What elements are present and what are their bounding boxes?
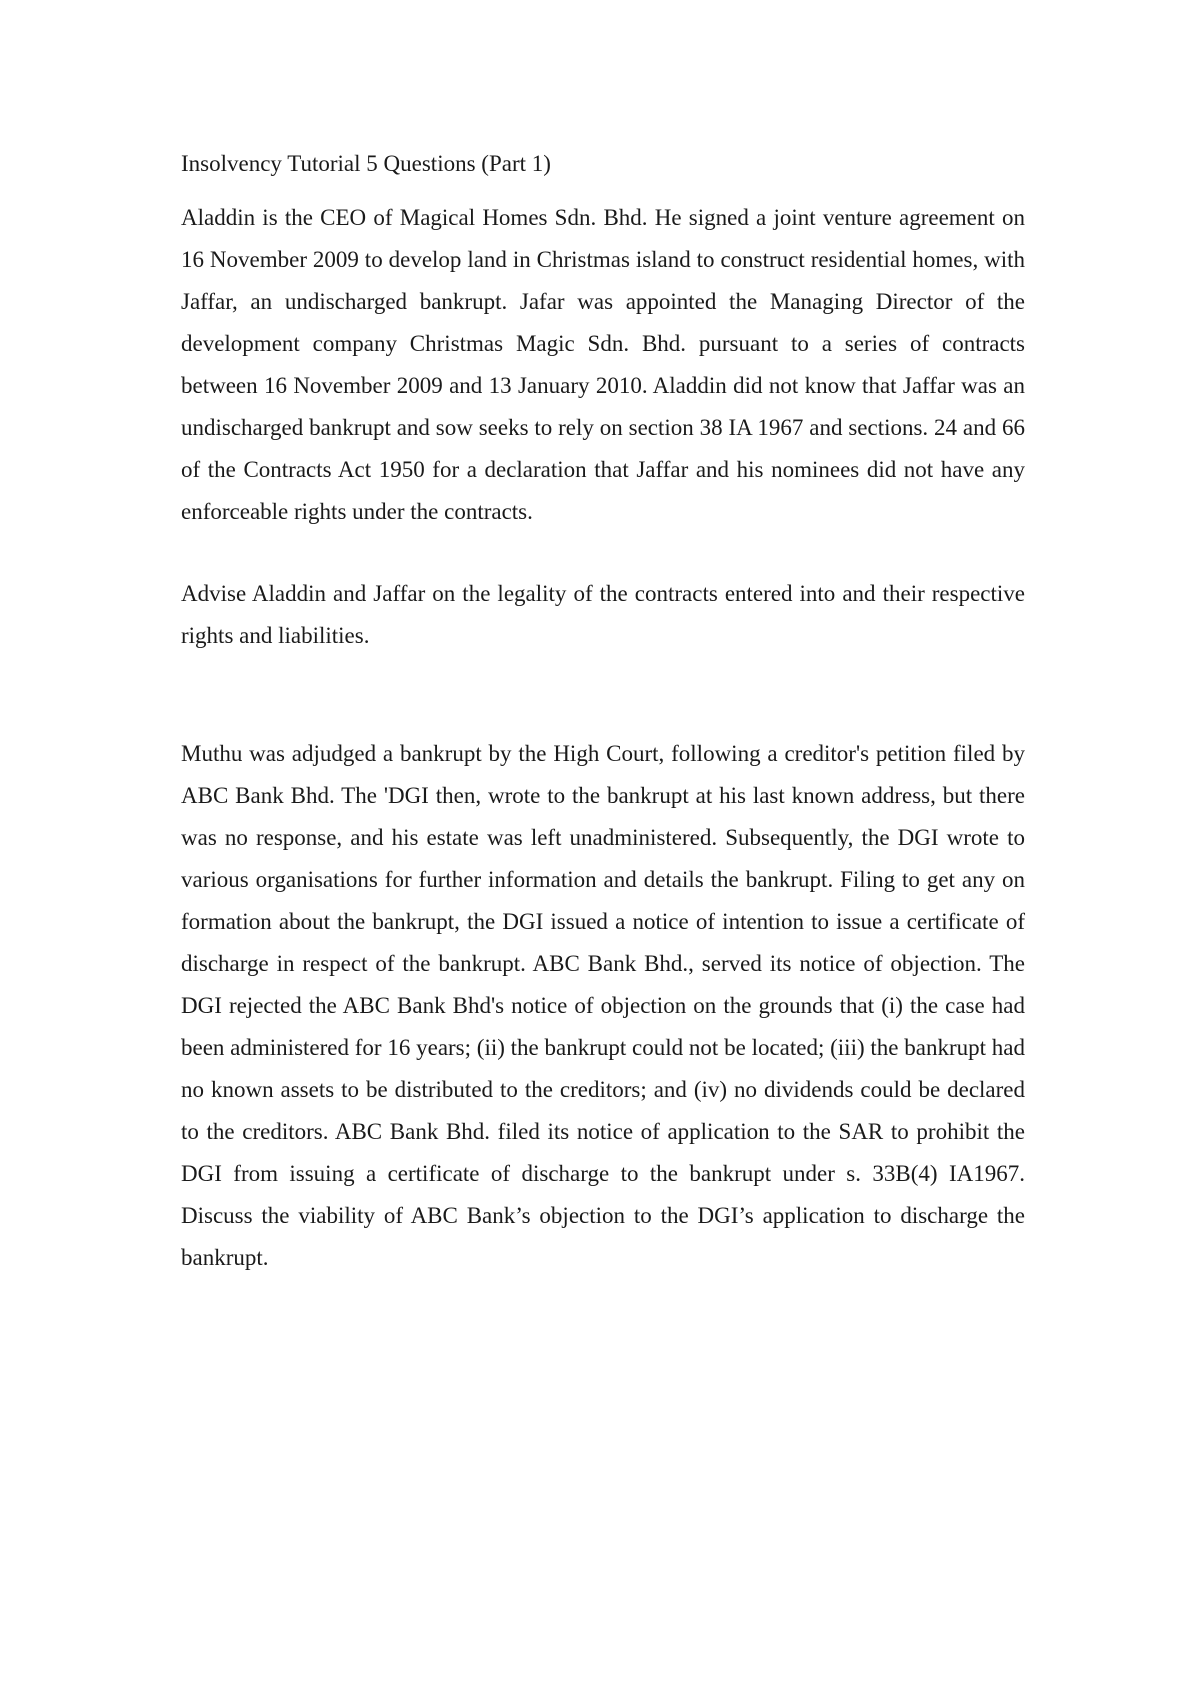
question-paragraph-3: Muthu was adjudged a bankrupt by the High Court, following a creditor's petition filed by ABC Bank Bhd. The 'DGI then, wrote to the bankrupt at his last known address, but there was no response, and his estate was left unadministered. Subsequently, the DGI wrote to various organisations for further information and details the bankrupt. Filing to get any on formation about the bankrupt, the DGI issued a notice of intention to issue a certificate of discharge in respect of the bankrupt. ABC Bank Bhd., served its notice of objection. The DGI rejected the ABC Bank Bhd's notice of objection on the grounds that (i) the case had been administered for 16 years; (ii) the bankrupt could not be located; (iii) the bankrupt had no known assets to be distributed to the creditors; and (iv) no dividends could be declared to the creditors. ABC Bank Bhd. filed its notice of application to the SAR to prohibit the DGI from issuing a certificate of discharge to the bankrupt under s. 33B(4) IA1967. Discuss the viability of ABC Bank’s objection to the DGI’s application to discharge the bankrupt. xyxy=(181,741,1025,1270)
paragraph-spacer xyxy=(181,657,1025,733)
question-paragraph-1: Aladdin is the CEO of Magical Homes Sdn. Bhd. He signed a joint venture agreement on 16 November 2009 to develop land in Christmas island to construct residential homes, with Jaffar, an undischarged bankrupt. Jafar was appointed the Managing Director of the development company Christmas Magic Sdn. Bhd. pursuant to a series of contracts between 16 November 2009 and 13 January 2010. Aladdin did not know that Jaffar was an undischarged bankrupt and sow seeks to rely on section 38 IA 1967 and sections. 24 and 66 of the Contracts Act 1950 for a declaration that Jaffar and his nominees did not have any enforceable rights under the contracts. xyxy=(181,205,1025,524)
document-body xyxy=(181,143,1025,1279)
document-title: Insolvency Tutorial 5 Questions (Part 1) xyxy=(181,151,551,176)
question-paragraph-2: Advise Aladdin and Jaffar on the legality of the contracts entered into and their respective rights and liabilities. xyxy=(181,581,1025,648)
paragraph-spacer xyxy=(181,533,1025,573)
